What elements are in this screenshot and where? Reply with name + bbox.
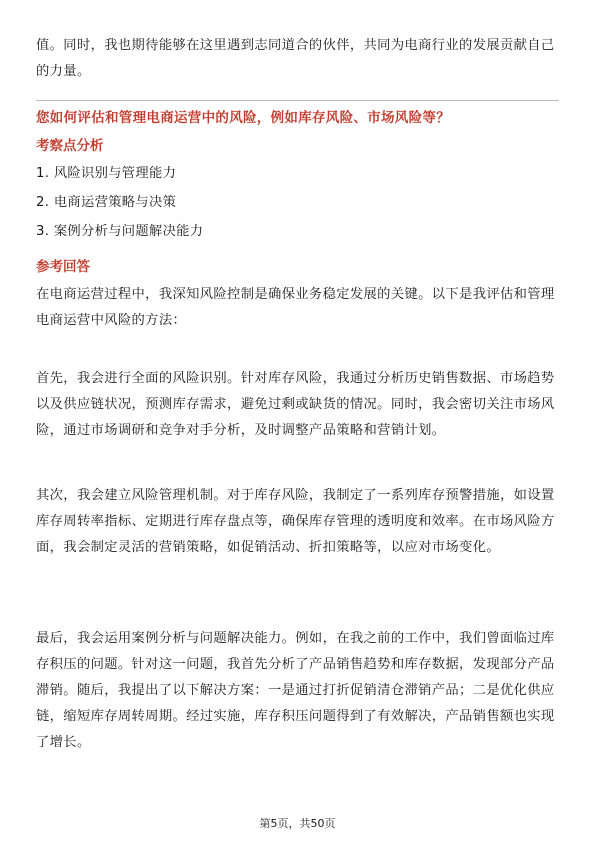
analysis-item: 3. 案例分析与问题解决能力 <box>36 224 204 239</box>
answer-paragraph-2: 首先，我会进行全面的风险识别。针对库存风险，我通过分析历史销售数据、市场趋势以及供应链状况，预测库存需求，避免过剩或缺货的情况。同时，我会密切关注市场风险，通过市场调研和竞争对手分析，及时调整产品策略和营销计划。 <box>36 371 555 438</box>
answer-title: 参考回答 <box>36 259 90 275</box>
analysis-title: 考察点分析 <box>36 138 104 154</box>
page-number: 第5页，共50页 <box>259 817 336 830</box>
answer-paragraph-1: 在电商运营过程中，我深知风险控制是确保业务稳定发展的关键。以下是我评估和管理电商运营中风险的方法： <box>36 287 555 328</box>
intro-tail-paragraph: 值。同时，我也期待能够在这里遇到志同道合的伙伴，共同为电商行业的发展贡献自己的力量。 <box>36 38 555 79</box>
question-heading: 您如何评估和管理电商运营中的风险，例如库存风险、市场风险等？ <box>36 110 450 126</box>
answer-paragraph-3: 其次，我会建立风险管理机制。对于库存风险，我制定了一系列库存预警措施，如设置库存周转率指标、定期进行库存盘点等，确保库存管理的透明度和效率。在市场风险方面，我会制定灵活的营销策略，如促销活动、折扣策略等，以应对市场变化。 <box>36 488 555 555</box>
answer-paragraph-4: 最后，我会运用案例分析与问题解决能力。例如，在我之前的工作中，我们曾面临过库存积压的问题。针对这一问题，我首先分析了产品销售趋势和库存数据，发现部分产品滞销。随后，我提出了以下解决方案：一是通过打折促销清仓滞销产品；二是优化供应链，缩短库存周转周期。经过实施，库存积压问题得到了有效解决，产品销售额也实现了增长。 <box>36 631 555 750</box>
section-divider <box>36 100 559 101</box>
analysis-item: 2. 电商运营策略与决策 <box>36 195 177 210</box>
analysis-item: 1. 风险识别与管理能力 <box>36 166 177 181</box>
